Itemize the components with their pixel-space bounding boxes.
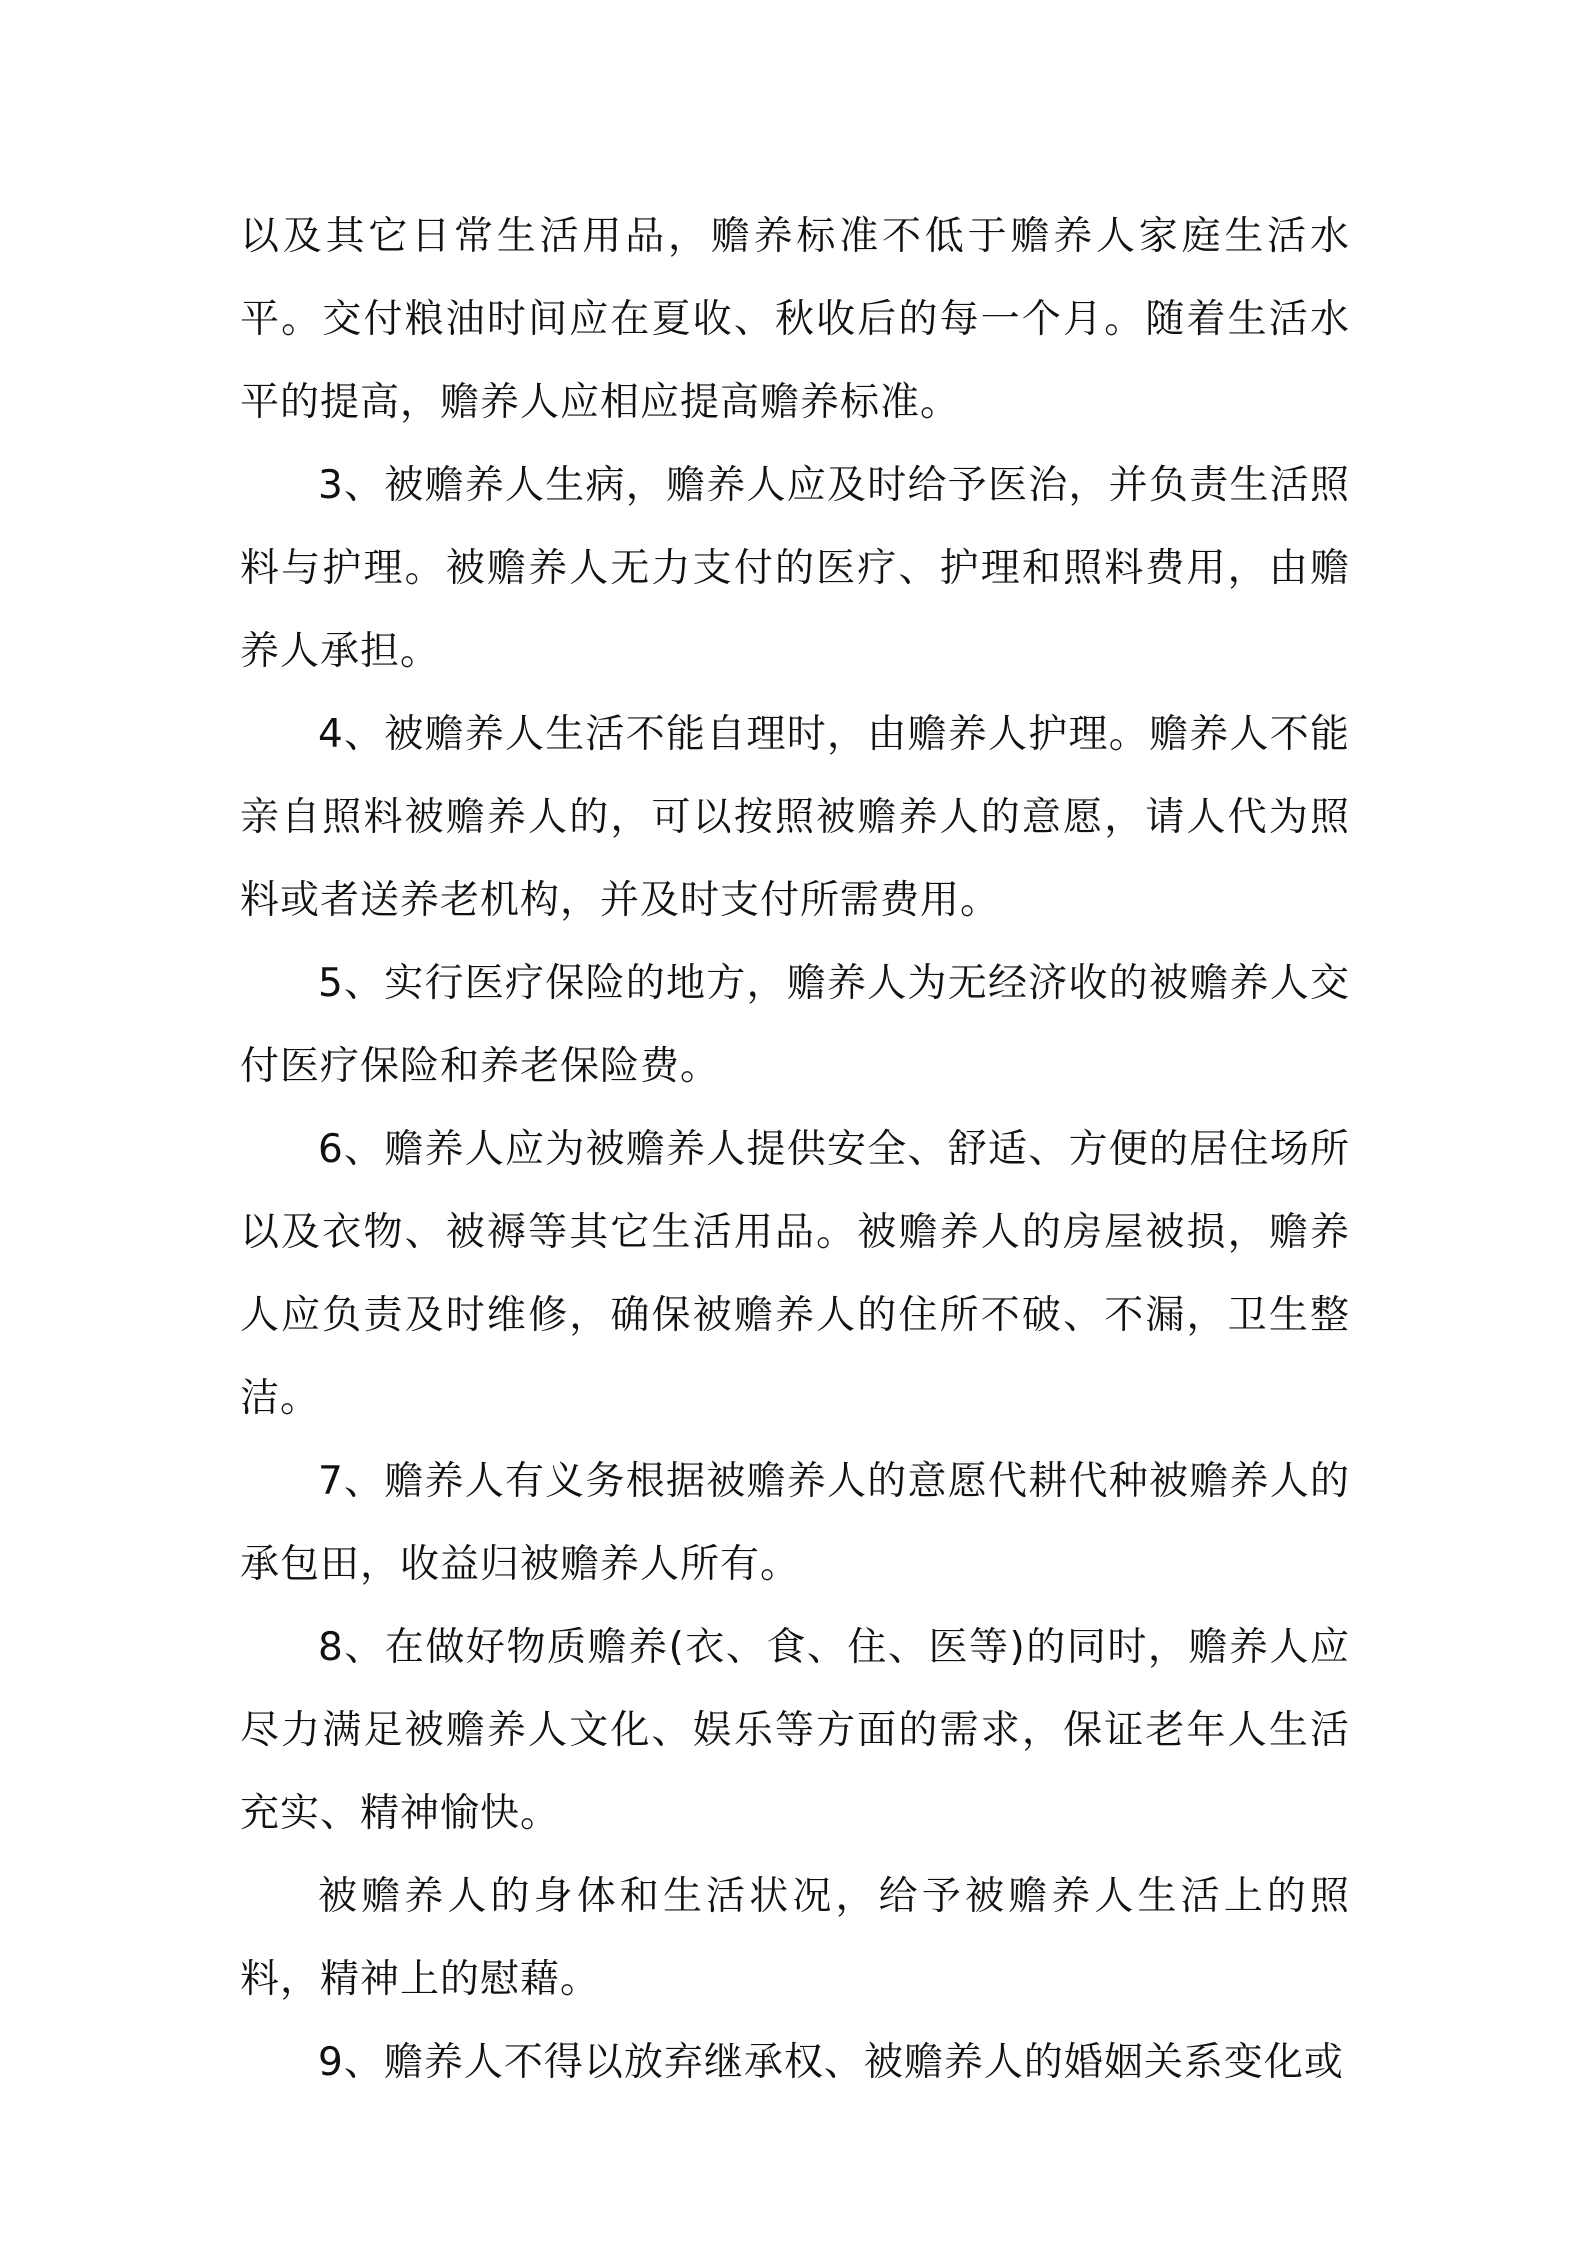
paragraph-care-note: 被赡养人的身体和生活状况，给予被赡养人生活上的照料，精神上的慰藉。 (240, 1874, 1350, 2002)
paragraph-item-6: 6、赡养人应为被赡养人提供安全、舒适、方便的居住场所以及衣物、被褥等其它生活用品。被赡养人的房屋被损，赡养人应负责及时维修，确保被赡养人的住所不破、不漏，卫生整洁。 (240, 1127, 1350, 1421)
paragraph-item-9: 9、赡养人不得以放弃继承权、被赡养人的婚姻关系变化或 (318, 2040, 1344, 2085)
paragraph-1: 以及其它日常生活用品，赡养标准不低于赡养人家庭生活水平。交付粮油时间应在夏收、秋收后的每一个月。随着生活水平的提高，赡养人应相应提高赡养标准。 (240, 214, 1350, 425)
paragraph-item-5: 5、实行医疗保险的地方，赡养人为无经济收的被赡养人交付医疗保险和养老保险费。 (240, 961, 1350, 1089)
paragraph-item-4: 4、被赡养人生活不能自理时，由赡养人护理。赡养人不能亲自照料被赡养人的，可以按照被赡养人的意愿，请人代为照料或者送养老机构，并及时支付所需费用。 (240, 712, 1350, 923)
document-body (240, 195, 1350, 2104)
paragraph-item-3: 3、被赡养人生病，赡养人应及时给予医治，并负责生活照料与护理。被赡养人无力支付的医疗、护理和照料费用，由赡养人承担。 (240, 463, 1350, 674)
paragraph-item-8: 8、在做好物质赡养(衣、食、住、医等)的同时，赡养人应尽力满足被赡养人文化、娱乐等方面的需求，保证老年人生活充实、精神愉快。 (240, 1625, 1350, 1836)
paragraph-item-7: 7、赡养人有义务根据被赡养人的意愿代耕代种被赡养人的承包田，收益归被赡养人所有。 (240, 1459, 1350, 1587)
